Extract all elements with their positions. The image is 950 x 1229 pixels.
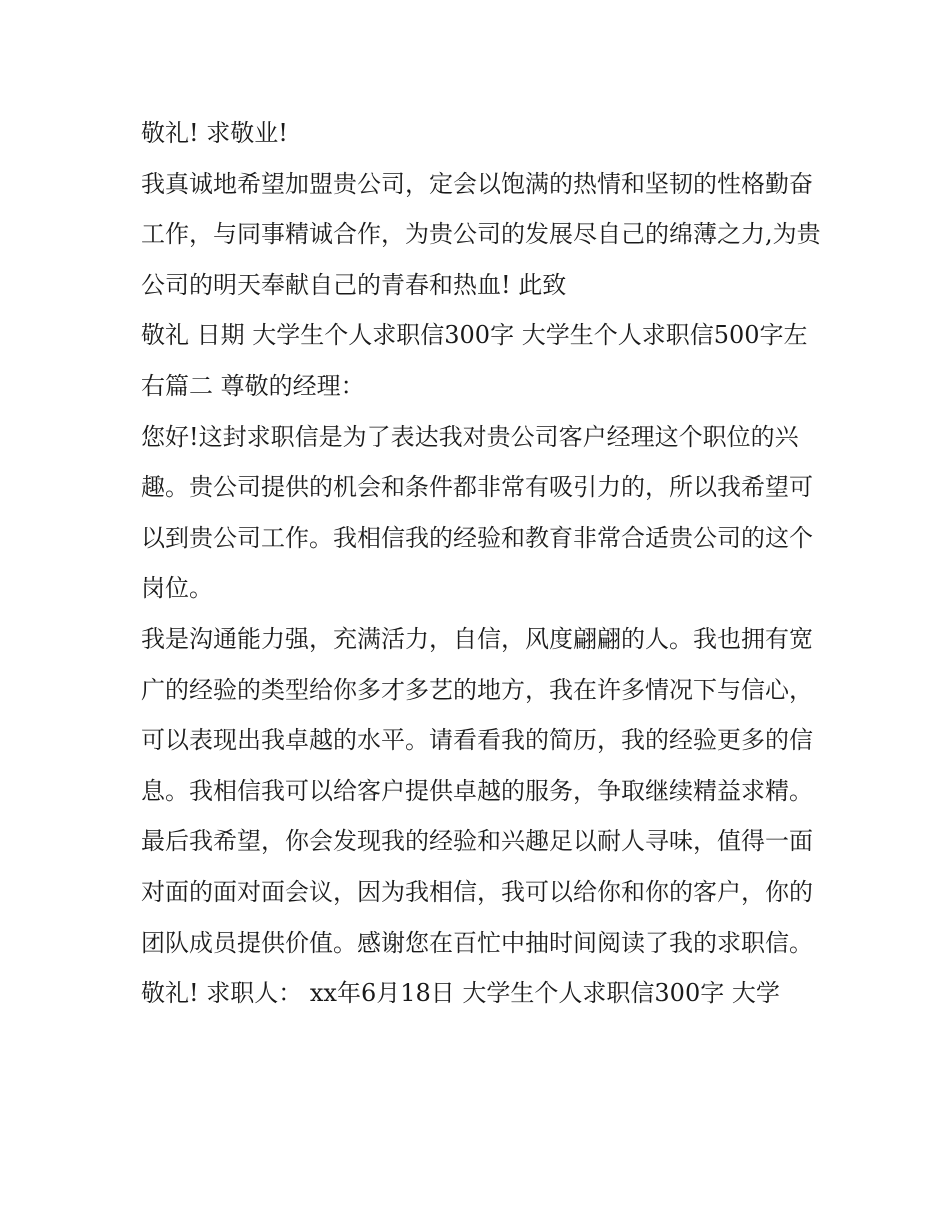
letter-body: [141, 108, 821, 1019]
paragraph-greeting: 您好!这封求职信是为了表达我对贵公司客户经理这个职位的兴趣。贵公司提供的机会和条件都非常有吸引力的，所以我希望可以到贵公司工作。我相信我的经验和教育非常合适贵公司的这个岗位。: [141, 422, 813, 603]
paragraph-salutation: 敬礼! 求敬业!: [141, 119, 288, 147]
paragraph-conclusion: 最后我希望，你会发现我的经验和兴趣足以耐人寻味，值得一面对面的面对面会议，因为我相信，我可以给你和你的客户，你的团队成员提供价值。感谢您在百忙中抽时间阅读了我的求职信。: [141, 827, 813, 957]
paragraph-commitment: 我真诚地希望加盟贵公司，定会以饱满的热情和坚韧的性格勤奋工作，与同事精诚合作，为贵公司的发展尽自己的绵薄之力,为贵公司的明天奉献自己的青春和热血! 此致: [141, 169, 821, 299]
paragraph-closing-heading: 敬礼 日期 大学生个人求职信300字 大学生个人求职信500字左右篇二 尊敬的经理：: [141, 321, 808, 400]
paragraph-signature: 敬礼! 求职人： xx年6月18日 大学生个人求职信300字 大学: [141, 979, 780, 1008]
paragraph-self-description: 我是沟通能力强，充满活力，自信，风度翩翩的人。我也拥有宽广的经验的类型给你多才多艺的地方，我在许多情况下与信心，可以表现出我卓越的水平。请看看我的简历，我的经验更多的信息。我相信我可以给客户提供卓越的服务，争取继续精益求精。: [141, 624, 813, 805]
